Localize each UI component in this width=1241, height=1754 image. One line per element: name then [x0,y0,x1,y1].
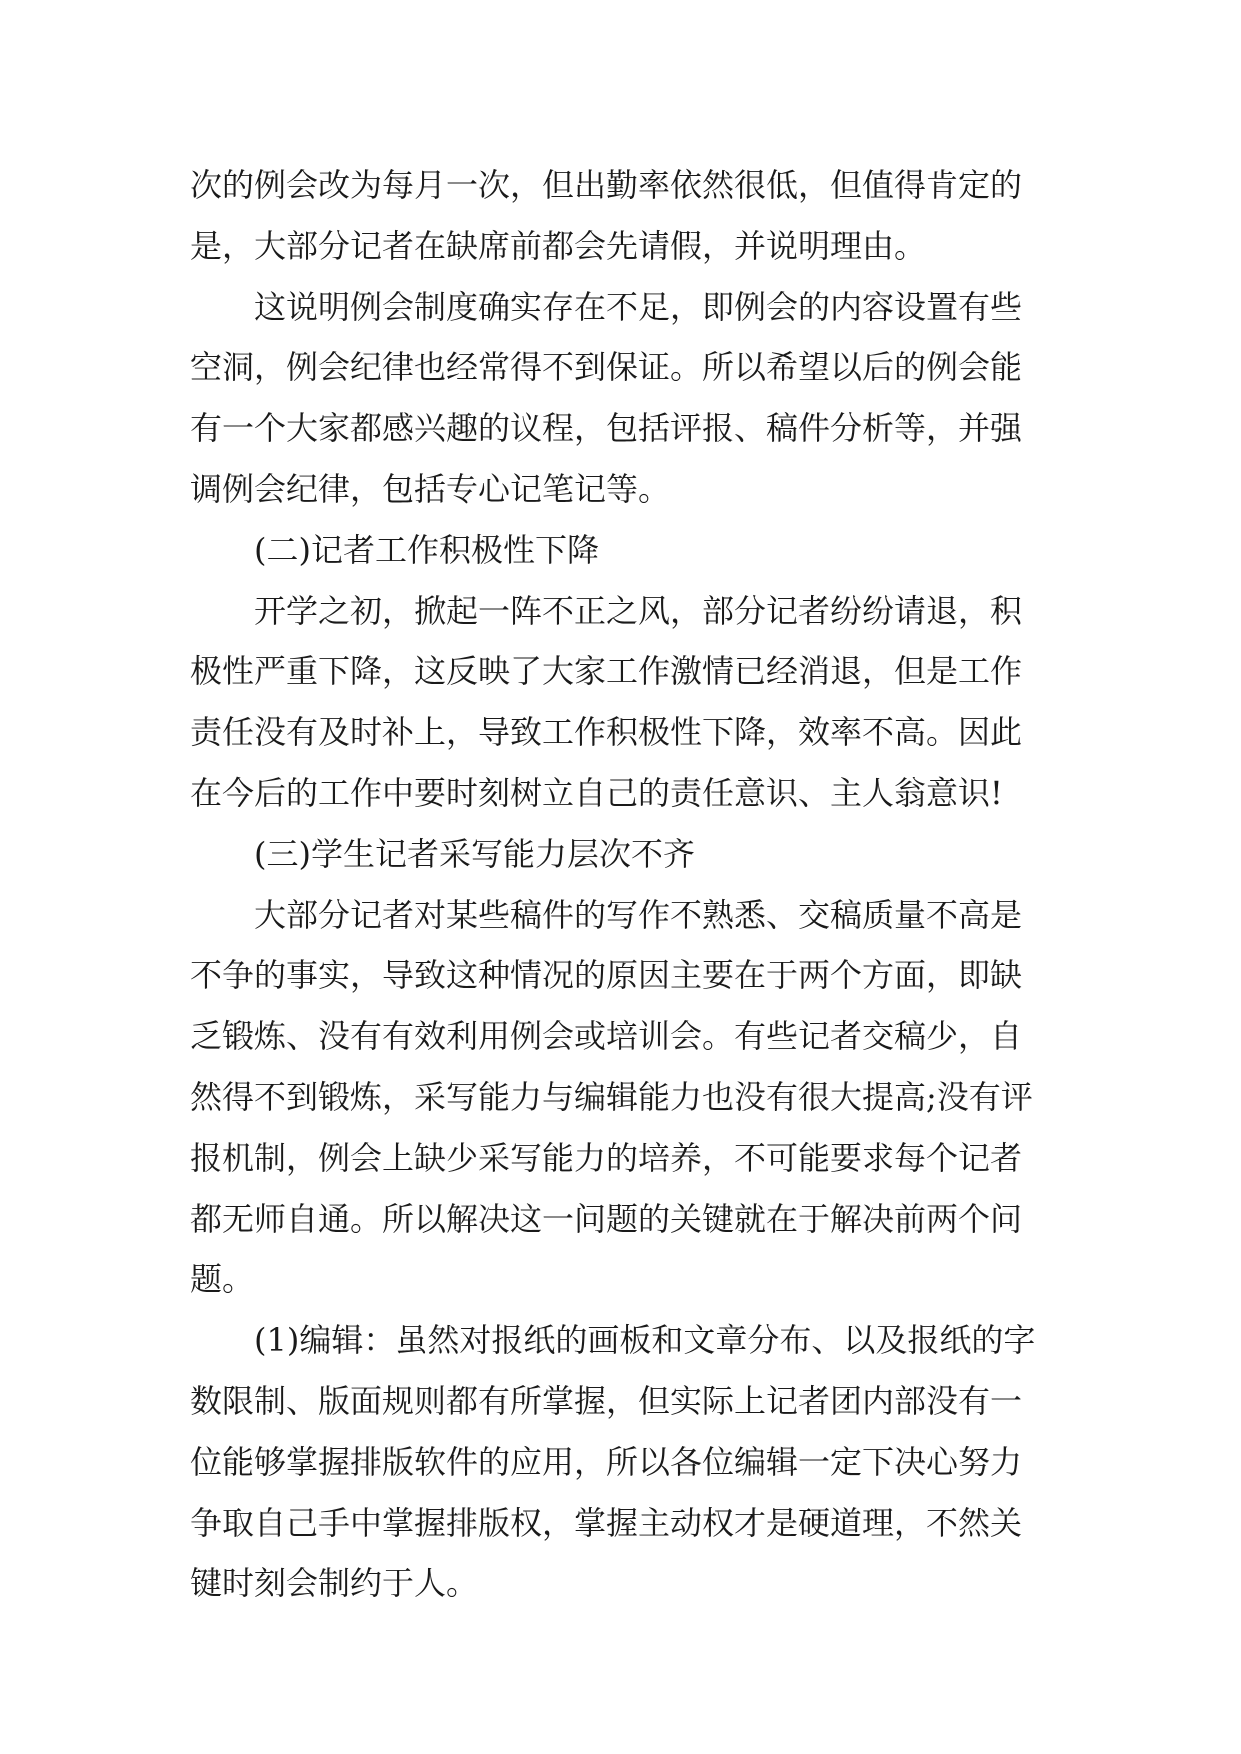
paragraph-enthusiasm: 开学之初，掀起一阵不正之风，部分记者纷纷请退，积极性严重下降，这反映了大家工作激情已经消退，但是工作责任没有及时补上，导致工作积极性下降，效率不高。因此在今后的工作中要时刻树立自己的责任意识、主人翁意识! [190,591,1023,812]
paragraph-attendance-continued: 次的例会改为每月一次，但出勤率依然很低，但值得肯定的是，大部分记者在缺席前都会先请假，并说明理由。 [190,166,1023,265]
document-page [190,155,1050,1614]
paragraph-writing-ability: 大部分记者对某些稿件的写作不熟悉、交稿质量不高是不争的事实，导致这种情况的原因主要在于两个方面，即缺乏锻炼、没有有效利用例会或培训会。有些记者交稿少，自然得不到锻炼，采写能力与编辑能力也没有很大提高;没有评报机制，例会上缺少采写能力的培养，不可能要求每个记者都无师自通。所以解决这一问题的关键就在于解决前两个问题。 [190,895,1033,1299]
paragraph-meeting-system: 这说明例会制度确实存在不足，即例会的内容设置有些空洞，例会纪律也经常得不到保证。所以希望以后的例会能有一个大家都感兴趣的议程，包括评报、稿件分析等，并强调例会纪律，包括专心记笔记等。 [190,287,1023,508]
heading-writing-ability: (三)学生记者采写能力层次不齐 [254,834,695,873]
paragraph-editing: (1)编辑：虽然对报纸的画板和文章分布、以及报纸的字数限制、版面规则都有所掌握，但实际上记者团内部没有一位能够掌握排版软件的应用，所以各位编辑一定下决心努力争取自己手中掌握排版权，掌握主动权才是硬道理，不然关键时刻会制约于人。 [190,1321,1036,1603]
heading-enthusiasm-decline: (二)记者工作积极性下降 [254,530,599,569]
